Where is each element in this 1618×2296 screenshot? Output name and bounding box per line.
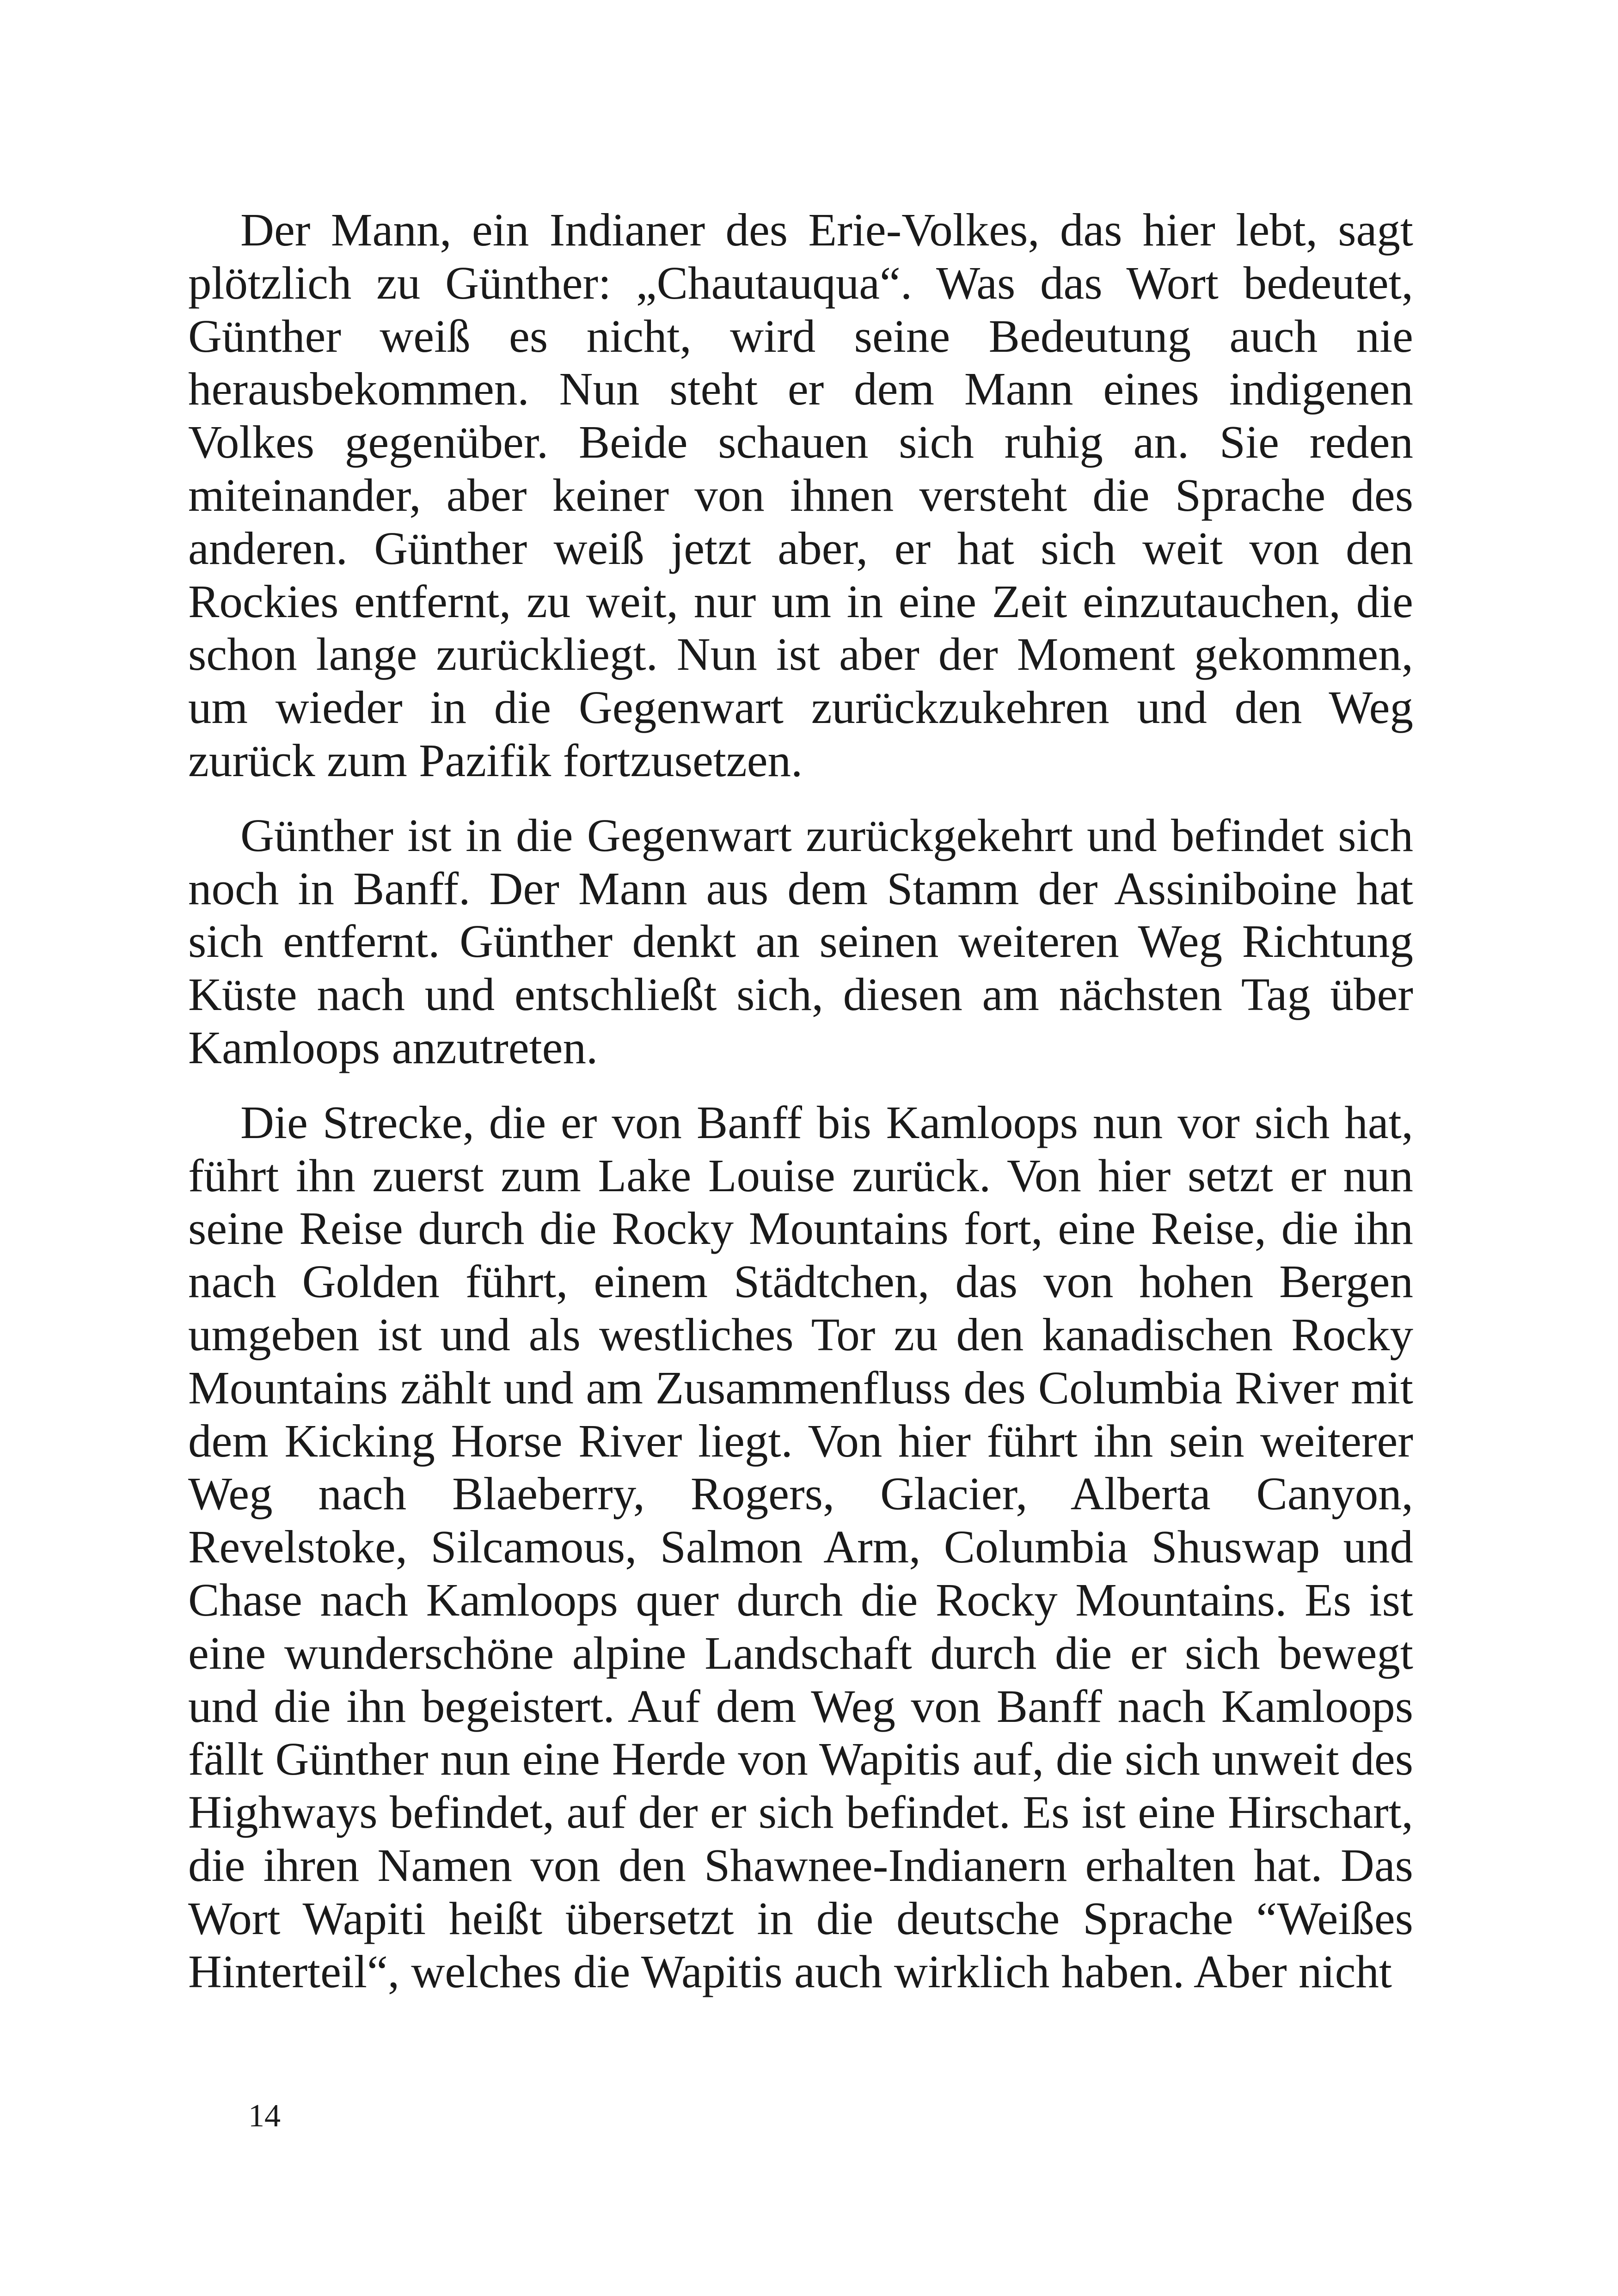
- paragraph-erie-man: Der Mann, ein Indianer des Erie-Volkes, das hier lebt, sagt plötzlich zu Günther: „Chautauqua“. Was das Wort bedeutet, Günther weiß es nicht, wird seine Bedeutung auch nie herausbekommen. Nun steht er dem Mann eines indigenen Volkes gegenüber. Beide schauen sich ruhig an. Sie reden miteinander, aber keiner von ihnen versteht die Sprache des anderen. Günther weiß jetzt aber, er hat sich weit von den Rockies entfernt, zu weit, nur um in eine Zeit einzutauchen, die schon lange zurückliegt. Nun ist aber der Moment gekommen, um wieder in die Gegenwart zurückzukehren und den Weg zurück zum Pazifik fortzusetzen.: [188, 204, 1413, 786]
- page-number: 14: [248, 2098, 281, 2134]
- body-text: [188, 203, 1413, 1998]
- paragraph-route-kamloops: Die Strecke, die er von Banff bis Kamloops nun vor sich hat, führt ihn zuerst zum Lake Louise zurück. Von hier setzt er nun seine Reise durch die Rocky Mountains fort, eine Reise, die ihn nach Golden führt, einem Städtchen, das von hohen Bergen umgeben ist und als westliches Tor zu den kanadischen Rocky Mountains zählt und am Zusammenfluss des Columbia River mit dem Kicking Horse River liegt. Von hier führt ihn sein weiterer Weg nach Blaeberry, Rogers, Glacier, Alberta Canyon, Revelstoke, Silcamous, Salmon Arm, Columbia Shuswap und Chase nach Kamloops quer durch die Rocky Mountains. Es ist eine wunderschöne alpine Landschaft durch die er sich bewegt und die ihn begeistert. Auf dem Weg von Banff nach Kamloops fällt Günther nun eine Herde von Wapitis auf, die sich unweit des Highways befindet, auf der er sich befindet. Es ist eine Hirschart, die ihren Namen von den Shawnee-Indianern erhalten hat. Das Wort Wapiti heißt übersetzt in die deutsche Sprache “Weißes Hinterteil“, welches die Wapitis auch wirklich haben. Aber nicht: [188, 1096, 1413, 1997]
- paragraph-return-banff: Günther ist in die Gegenwart zurückgekehrt und befindet sich noch in Banff. Der Mann aus dem Stamm der Assiniboine hat sich entfernt. Günther denkt an seinen weiteren Weg Richtung Küste nach und entschließt sich, diesen am nächsten Tag über Kamloops anzutreten.: [188, 809, 1413, 1073]
